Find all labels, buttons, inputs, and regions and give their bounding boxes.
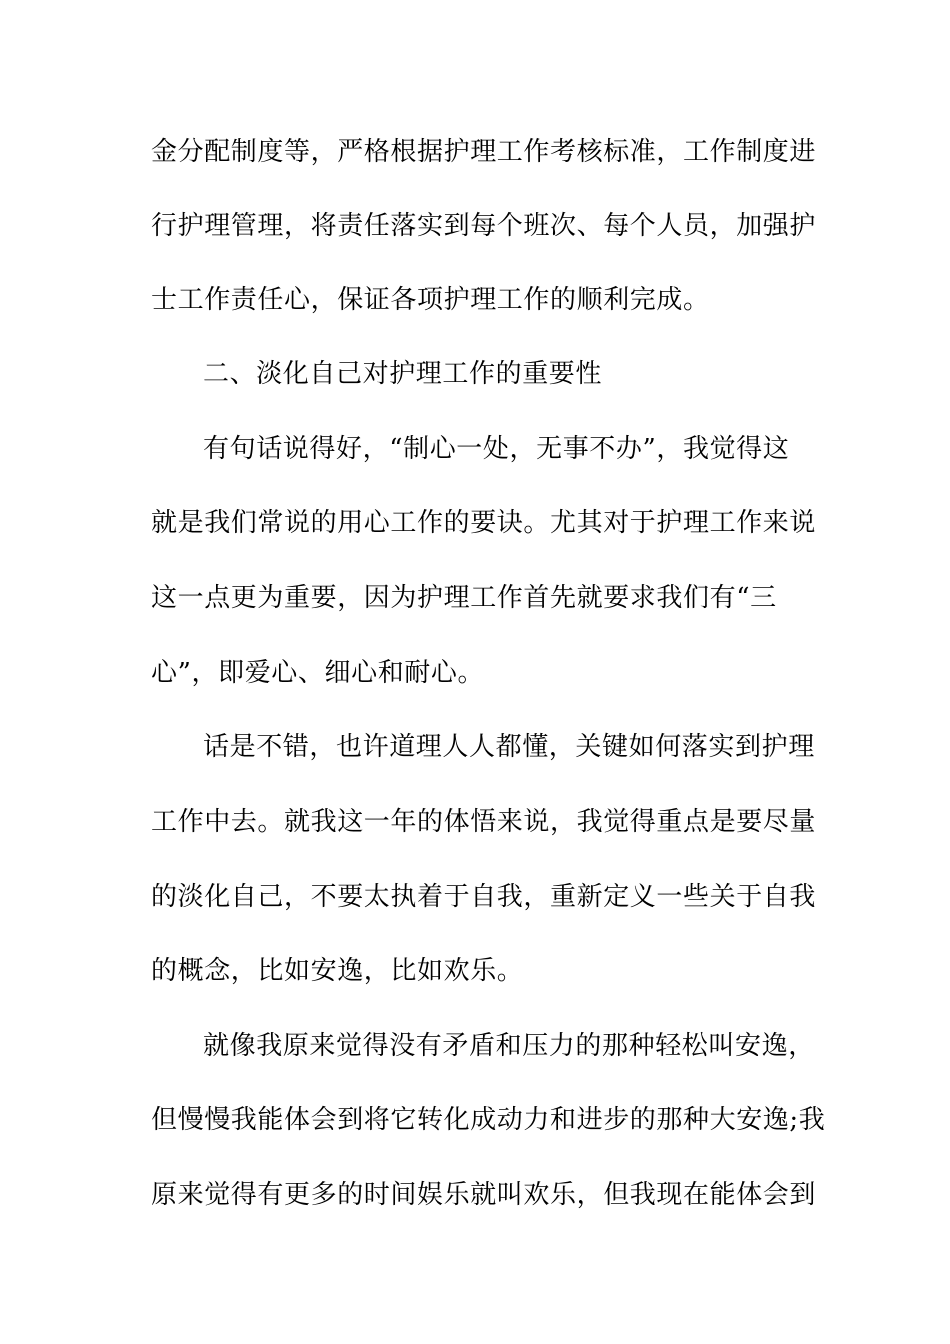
section-heading: 二、淡化自己对护理工作的重要性 bbox=[203, 359, 603, 389]
body-text-line: 的淡化自己，不要太执着于自我，重新定义一些关于自我 bbox=[151, 882, 817, 912]
body-text-line: 心”，即爱心、细心和耐心。 bbox=[151, 658, 485, 688]
body-text-line: 就像我原来觉得没有矛盾和压力的那种轻松叫安逸， bbox=[203, 1031, 815, 1061]
body-text-line: 话是不错，也许道理人人都懂，关键如何落实到护理 bbox=[203, 732, 815, 762]
body-text-line: 就是我们常说的用心工作的要诀。尤其对于护理工作来说 bbox=[151, 508, 817, 538]
body-text-line: 金分配制度等，严格根据护理工作考核标准，工作制度进 bbox=[151, 137, 817, 167]
body-text-line: 原来觉得有更多的时间娱乐就叫欢乐，但我现在能体会到 bbox=[151, 1180, 817, 1210]
body-text-line: 行护理管理，将责任落实到每个班次、每个人员，加强护 bbox=[151, 211, 817, 241]
body-text-line: 工作中去。就我这一年的体悟来说，我觉得重点是要尽量 bbox=[151, 807, 817, 837]
body-text-line: 但慢慢我能体会到将它转化成动力和进步的那种大安逸;我 bbox=[151, 1105, 826, 1135]
body-text-line: 有句话说得好，“制心一处，无事不办”，我觉得这 bbox=[203, 434, 790, 464]
body-text-line: 这一点更为重要，因为护理工作首先就要求我们有“三 bbox=[151, 583, 777, 613]
body-text-line: 士工作责任心，保证各项护理工作的顺利完成。 bbox=[151, 285, 710, 315]
body-text-line: 的概念，比如安逸，比如欢乐。 bbox=[151, 956, 524, 986]
